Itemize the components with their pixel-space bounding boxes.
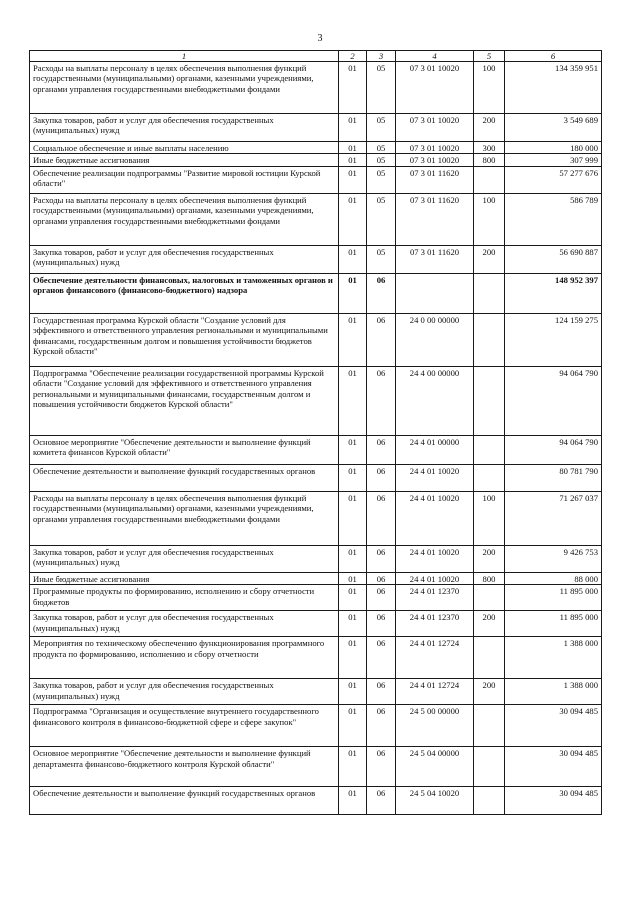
- row-expense-type-cell: 200: [474, 114, 505, 142]
- row-amount-cell: 71 267 037: [505, 491, 602, 545]
- row-subsection-cell: 06: [367, 313, 396, 366]
- row-name-cell: Закупка товаров, работ и услуг для обеспечения государственных (муниципальных) нужд: [30, 545, 339, 572]
- row-name-cell: Закупка товаров, работ и услуг для обеспечения государственных (муниципальных) нужд: [30, 611, 339, 637]
- row-expense-type-cell: 200: [474, 611, 505, 637]
- table-row: [30, 545, 602, 572]
- row-subsection-cell: 06: [367, 747, 396, 787]
- table-row: [30, 245, 602, 273]
- row-name-cell: Основное мероприятие "Обеспечение деятельности и выполнение функций комитета финансов Курской области": [30, 435, 339, 464]
- row-expense-type-cell: 100: [474, 193, 505, 245]
- row-section-cell: 01: [339, 142, 367, 154]
- row-name-cell: Иные бюджетные ассигнования: [30, 154, 339, 166]
- row-name-cell: Социальное обеспечение и иные выплаты населению: [30, 142, 339, 154]
- row-amount-cell: 94 064 790: [505, 366, 602, 435]
- row-amount-cell: 80 781 790: [505, 464, 602, 491]
- row-target-article-cell: 24 5 00 00000: [396, 705, 474, 747]
- table-row: [30, 273, 602, 313]
- row-name-cell: Подпрограмма "Организация и осуществление внутреннего государственного финансового контроля в финансово-бюджетной сфере и сфере закупок": [30, 705, 339, 747]
- column-header-amount: 6: [505, 51, 602, 62]
- row-subsection-cell: 05: [367, 62, 396, 114]
- row-name-cell: Обеспечение реализации подпрограммы "Развитие мировой юстиции Курской области": [30, 166, 339, 193]
- table-row: [30, 366, 602, 435]
- column-header-subsection: 3: [367, 51, 396, 62]
- row-expense-type-cell: [474, 637, 505, 679]
- row-subsection-cell: 06: [367, 572, 396, 584]
- row-amount-cell: 30 094 485: [505, 705, 602, 747]
- budget-table: [29, 50, 602, 815]
- row-section-cell: 01: [339, 313, 367, 366]
- row-section-cell: 01: [339, 114, 367, 142]
- column-header-section: 2: [339, 51, 367, 62]
- row-section-cell: 01: [339, 705, 367, 747]
- page-number: 3: [317, 33, 323, 44]
- row-section-cell: 01: [339, 435, 367, 464]
- table-row: [30, 313, 602, 366]
- row-expense-type-cell: [474, 435, 505, 464]
- table-header-row: [30, 51, 602, 62]
- row-expense-type-cell: 200: [474, 679, 505, 705]
- row-target-article-cell: 24 4 00 00000: [396, 366, 474, 435]
- row-section-cell: 01: [339, 611, 367, 637]
- row-subsection-cell: 06: [367, 545, 396, 572]
- row-expense-type-cell: [474, 747, 505, 787]
- row-amount-cell: 307 999: [505, 154, 602, 166]
- table-row: [30, 787, 602, 815]
- table-row: [30, 705, 602, 747]
- row-amount-cell: 180 000: [505, 142, 602, 154]
- table-body: [30, 62, 602, 815]
- row-section-cell: 01: [339, 747, 367, 787]
- row-name-cell: Подпрограмма "Обеспечение реализации государственной программы Курской области "Создание условий для эффективного и ответственного управления региональными и муниципальными финансами, государственным долгом и повышения устойчивости бюджетов Курской области": [30, 366, 339, 435]
- row-subsection-cell: 06: [367, 637, 396, 679]
- row-name-cell: Иные бюджетные ассигнования: [30, 572, 339, 584]
- row-target-article-cell: 24 4 01 00000: [396, 435, 474, 464]
- row-section-cell: 01: [339, 491, 367, 545]
- row-subsection-cell: 05: [367, 142, 396, 154]
- row-target-article-cell: 07 3 01 11620: [396, 193, 474, 245]
- row-amount-cell: 11 895 000: [505, 611, 602, 637]
- column-header-expense-type: 5: [474, 51, 505, 62]
- row-target-article-cell: 07 3 01 10020: [396, 114, 474, 142]
- row-target-article-cell: 07 3 01 11620: [396, 166, 474, 193]
- table-row: [30, 464, 602, 491]
- column-header-target-article: 4: [396, 51, 474, 62]
- table-row: [30, 193, 602, 245]
- row-expense-type-cell: 100: [474, 491, 505, 545]
- row-section-cell: 01: [339, 787, 367, 815]
- row-subsection-cell: 05: [367, 245, 396, 273]
- row-amount-cell: 30 094 485: [505, 747, 602, 787]
- row-expense-type-cell: [474, 787, 505, 815]
- row-target-article-cell: 24 4 01 10020: [396, 491, 474, 545]
- row-target-article-cell: 24 4 01 10020: [396, 464, 474, 491]
- row-amount-cell: 57 277 676: [505, 166, 602, 193]
- row-section-cell: 01: [339, 273, 367, 313]
- row-name-cell: Расходы на выплаты персоналу в целях обеспечения выполнения функций государственными (муниципальными) органами, казенными учреждениями, органами управления государственными внебюджетными фондами: [30, 62, 339, 114]
- row-subsection-cell: 05: [367, 114, 396, 142]
- row-amount-cell: 94 064 790: [505, 435, 602, 464]
- row-target-article-cell: 07 3 01 10020: [396, 62, 474, 114]
- row-subsection-cell: 06: [367, 679, 396, 705]
- row-name-cell: Государственная программа Курской области "Создание условий для эффективного и ответственного управления региональными и муниципальными финансами, государственным долгом и повышения устойчивости бюджетов Курской области": [30, 313, 339, 366]
- row-expense-type-cell: [474, 464, 505, 491]
- row-section-cell: 01: [339, 366, 367, 435]
- row-name-cell: Расходы на выплаты персоналу в целях обеспечения выполнения функций государственными (муниципальными) органами, казенными учреждениями, органами управления государственными внебюджетными фондами: [30, 193, 339, 245]
- table-row: [30, 572, 602, 584]
- row-amount-cell: 1 388 000: [505, 679, 602, 705]
- table-row: [30, 611, 602, 637]
- row-name-cell: Мероприятия по техническому обеспечению функционирования программного продукта по формированию, исполнению и сбору отчетности: [30, 637, 339, 679]
- table-row: [30, 114, 602, 142]
- row-target-article-cell: 24 4 01 12724: [396, 637, 474, 679]
- row-target-article-cell: 07 3 01 11620: [396, 245, 474, 273]
- row-section-cell: 01: [339, 637, 367, 679]
- table-row: [30, 154, 602, 166]
- row-amount-cell: 9 426 753: [505, 545, 602, 572]
- row-subsection-cell: 06: [367, 491, 396, 545]
- row-expense-type-cell: [474, 366, 505, 435]
- row-expense-type-cell: 100: [474, 62, 505, 114]
- row-expense-type-cell: [474, 273, 505, 313]
- row-expense-type-cell: [474, 705, 505, 747]
- row-amount-cell: 148 952 397: [505, 273, 602, 313]
- row-section-cell: 01: [339, 154, 367, 166]
- row-name-cell: Обеспечение деятельности и выполнение функций государственных органов: [30, 787, 339, 815]
- row-expense-type-cell: 800: [474, 572, 505, 584]
- row-expense-type-cell: [474, 585, 505, 611]
- row-name-cell: Закупка товаров, работ и услуг для обеспечения государственных (муниципальных) нужд: [30, 245, 339, 273]
- row-section-cell: 01: [339, 585, 367, 611]
- row-subsection-cell: 06: [367, 464, 396, 491]
- row-section-cell: 01: [339, 166, 367, 193]
- row-amount-cell: 124 159 275: [505, 313, 602, 366]
- row-target-article-cell: 24 5 04 10020: [396, 787, 474, 815]
- table-row: [30, 435, 602, 464]
- row-amount-cell: 11 895 000: [505, 585, 602, 611]
- row-target-article-cell: 24 4 01 12370: [396, 611, 474, 637]
- row-subsection-cell: 06: [367, 705, 396, 747]
- row-section-cell: 01: [339, 679, 367, 705]
- row-subsection-cell: 06: [367, 585, 396, 611]
- row-expense-type-cell: 800: [474, 154, 505, 166]
- row-name-cell: Основное мероприятие "Обеспечение деятельности и выполнение функций департамента финансово-бюджетного контроля Курской области": [30, 747, 339, 787]
- row-name-cell: Закупка товаров, работ и услуг для обеспечения государственных (муниципальных) нужд: [30, 114, 339, 142]
- row-expense-type-cell: [474, 166, 505, 193]
- row-amount-cell: 3 549 689: [505, 114, 602, 142]
- row-section-cell: 01: [339, 193, 367, 245]
- row-section-cell: 01: [339, 62, 367, 114]
- row-target-article-cell: 24 5 04 00000: [396, 747, 474, 787]
- row-amount-cell: 134 359 951: [505, 62, 602, 114]
- row-target-article-cell: 24 4 01 10020: [396, 572, 474, 584]
- row-expense-type-cell: 200: [474, 545, 505, 572]
- row-subsection-cell: 06: [367, 366, 396, 435]
- row-target-article-cell: 07 3 01 10020: [396, 142, 474, 154]
- row-target-article-cell: 24 4 01 12724: [396, 679, 474, 705]
- table-row: [30, 679, 602, 705]
- row-amount-cell: 30 094 485: [505, 787, 602, 815]
- table-row: [30, 637, 602, 679]
- table-row: [30, 491, 602, 545]
- row-amount-cell: 88 000: [505, 572, 602, 584]
- row-expense-type-cell: 300: [474, 142, 505, 154]
- row-amount-cell: 1 388 000: [505, 637, 602, 679]
- row-name-cell: Программные продукты по формированию, исполнению и сбору отчетности бюджетов: [30, 585, 339, 611]
- row-subsection-cell: 05: [367, 154, 396, 166]
- row-subsection-cell: 06: [367, 611, 396, 637]
- row-section-cell: 01: [339, 545, 367, 572]
- row-subsection-cell: 05: [367, 193, 396, 245]
- row-expense-type-cell: 200: [474, 245, 505, 273]
- row-amount-cell: 586 789: [505, 193, 602, 245]
- row-section-cell: 01: [339, 245, 367, 273]
- row-subsection-cell: 06: [367, 435, 396, 464]
- row-subsection-cell: 05: [367, 166, 396, 193]
- row-target-article-cell: 24 4 01 12370: [396, 585, 474, 611]
- table-row: [30, 166, 602, 193]
- table-row: [30, 747, 602, 787]
- row-name-cell: Расходы на выплаты персоналу в целях обеспечения выполнения функций государственными (муниципальными) органами, казенными учреждениями, органами управления государственными внебюджетными фондами: [30, 491, 339, 545]
- row-name-cell: Обеспечение деятельности и выполнение функций государственных органов: [30, 464, 339, 491]
- row-target-article-cell: 07 3 01 10020: [396, 154, 474, 166]
- row-section-cell: 01: [339, 464, 367, 491]
- row-expense-type-cell: [474, 313, 505, 366]
- row-subsection-cell: 06: [367, 787, 396, 815]
- table-row: [30, 585, 602, 611]
- row-target-article-cell: 24 0 00 00000: [396, 313, 474, 366]
- table-row: [30, 142, 602, 154]
- column-header-name: 1: [30, 51, 339, 62]
- row-subsection-cell: 06: [367, 273, 396, 313]
- row-amount-cell: 56 690 887: [505, 245, 602, 273]
- row-name-cell: Обеспечение деятельности финансовых, налоговых и таможенных органов и органов финансового (финансово-бюджетного) надзора: [30, 273, 339, 313]
- table-row: [30, 62, 602, 114]
- row-target-article-cell: [396, 273, 474, 313]
- row-section-cell: 01: [339, 572, 367, 584]
- row-name-cell: Закупка товаров, работ и услуг для обеспечения государственных (муниципальных) нужд: [30, 679, 339, 705]
- row-target-article-cell: 24 4 01 10020: [396, 545, 474, 572]
